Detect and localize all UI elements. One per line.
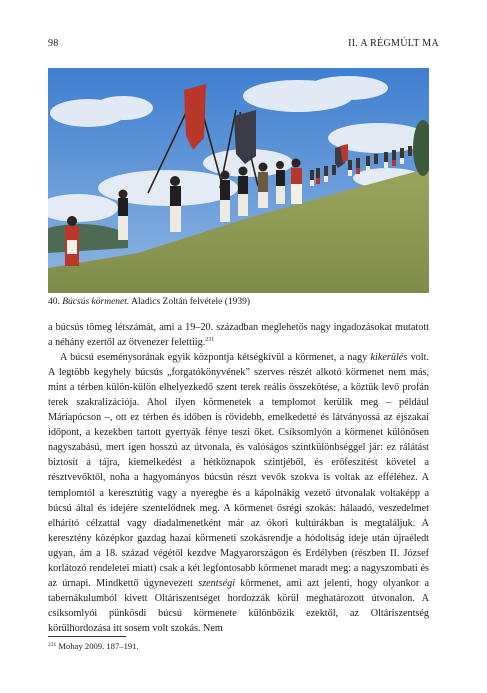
paragraph-2-text-a: A búcsú eseménysorának egyik központja kétségkívül a körmenet, a nagy bbox=[60, 352, 371, 364]
caption-credit: Aladics Zoltán felvétele (1939) bbox=[131, 297, 251, 307]
paragraph-1 bbox=[48, 320, 429, 350]
footnote-number: 231 bbox=[48, 642, 57, 648]
paragraph-2-text-b: volt. A legtöbb kegyhely búcsús „forgatókönyvének” szerves részét alkotó körmenet nem más, mint a térben külön-külön elhelyezkedő szent terek reális összekötése, a köztük levő profán terek szakralizációja. Ahol ilyen körmenetek a templomot kerülik meg – például Máriapócson –, ott ez térben és időben is rövidebb, emelkedetté és látványossá az éjszakai időpont, a kezekben tartott gyertyák fénye teszi őket. Csíksomlyón a körmenet különösen nagyszabású, mert igen hosszú az útvonala, és valóságos szintkülönbséggel jár: ez rálátást biztosít a tájra, kiemelkedést a hétköznapok szintjéből, és erőfeszítést követel a résztvevőktől, noha a hagyományos búcsún részt vevők szokva is voltak az efféléhez. A templomtól a keresztútig vagy a nyeregbe és a kápolnákig vezető útvonalak voltaképp a búcsú által és idejére szentelődnek meg. A körmenet ősrégi szokás: hálaadó, veszedelmet elhárító célzattal vagy diadalmenetként már az ókori kultúrákban is megtaláljuk. A keresztény középkor gazdag hazai körmeneti szokásrendje a hódoltság ideje után újraéledt ugyan, ám a 18. század végétől kezdve Magyarországon és Erdélyben (részben II. József korlátozó rendeletei miatt) csak a két legfontosabb körmenet maradt meg: a nagyszombati és az úrnapi. Mindkettő úgynevezett bbox=[48, 352, 429, 589]
footnote bbox=[48, 641, 139, 651]
caption-title: Búcsús körmenet. bbox=[62, 297, 130, 307]
footnote-ref-231[interactable]: 231 bbox=[205, 337, 215, 344]
procession-photo-drawing bbox=[48, 68, 429, 293]
body-text bbox=[48, 320, 429, 636]
procession-photo bbox=[48, 68, 429, 293]
footnote-text: Mohay 2009. 187–191. bbox=[58, 641, 139, 651]
figure-caption bbox=[48, 296, 429, 308]
emphasis-kikerules: kikerülés bbox=[370, 352, 408, 364]
chapter-title: II. A RÉGMÚLT MA bbox=[348, 38, 439, 49]
emphasis-szentsegi: szentségi bbox=[198, 577, 236, 589]
paragraph-2-text-c: körmenet, ami azt jelenti, hogy olyankor a tabernákulumból kivett Oltáriszentséget hordozzák körül meghatározott útvonalon. A csíksomlyói pünkösdi búcsú körmenete különbözik ezektől, az Oltáriszentség körülhordozása itt sosem volt szokás. Nem bbox=[48, 577, 429, 634]
page-number: 98 bbox=[48, 38, 59, 49]
caption-number: 40. bbox=[48, 297, 60, 307]
paragraph-1-text: a búcsús tömeg létszámát, ami a 19–20. században meglehetős nagy ingadozásokat mutatott a néhány ezertől az ötvenezer felettiig. bbox=[48, 322, 429, 349]
running-header bbox=[48, 38, 439, 52]
paragraph-2 bbox=[48, 350, 429, 636]
footnote-divider bbox=[48, 636, 126, 637]
